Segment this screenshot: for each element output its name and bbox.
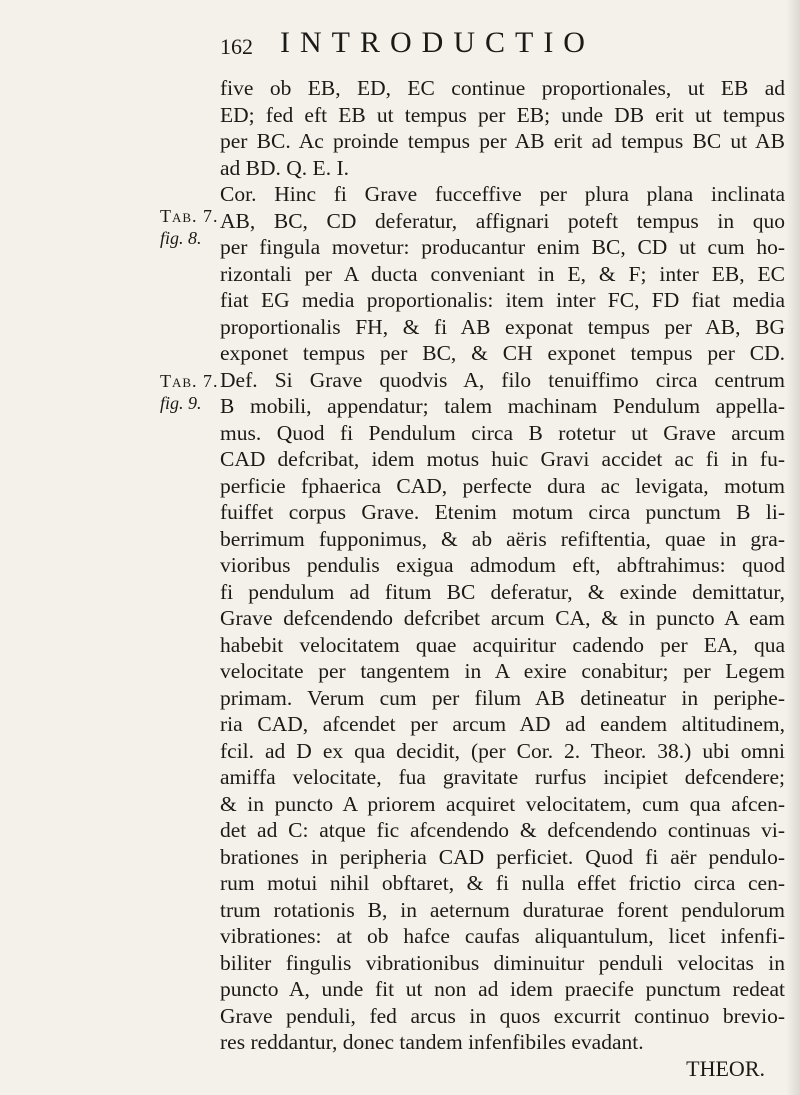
text-line: five ob EB, ED, EC continue proportionales, ut EB ad [220, 76, 785, 100]
text-line: fuiffet corpus Grave. Etenim motum circa punctum B li- [220, 500, 785, 524]
text-line: biliter fingulis vibrationibus diminuitur penduli velocitas in [220, 950, 785, 975]
page-number: 162 [220, 34, 253, 59]
margin-note-tab: Tab. 7. [160, 206, 219, 226]
text-line: AB, BC, CD deferatur, affignari poteft tempus in quo [220, 208, 785, 233]
text-line: fi pendulum ad fitum BC deferatur, & exinde demittatur, [220, 579, 785, 604]
text-line: mus. Quod fi Pendulum circa B rotetur ut Grave arcum [220, 420, 785, 445]
text-line: per BC. Ac proinde tempus per AB erit ad tempus BC ut AB [220, 129, 785, 153]
margin-note-tab-7-fig-8 [160, 205, 219, 249]
text-line: rizontali per A ducta conveniant in E, & F; inter EB, EC [220, 261, 785, 286]
text-line: rum motui nihil obftaret, & fi nulla effet frictio circa cen- [220, 871, 785, 895]
text-line: exponet tempus per BC, & CH exponet tempus per CD. [220, 341, 785, 365]
catchword: THEOR. [686, 1055, 765, 1081]
text-line: brationes in peripheria CAD perficiet. Quod fi aër pendulo- [220, 844, 785, 869]
text-line: amiffa velocitate, fua gravitate rurfus incipiet defcendere; [220, 765, 785, 789]
text-line: velocitate per tangentem in A exire conabitur; per Legem [220, 659, 785, 683]
text-line: berrimum fupponimus, & ab aëris refiftentia, quae in gra- [220, 526, 785, 551]
margin-note-fig: fig. 8. [160, 228, 202, 248]
text-line: per fingula movetur: producantur enim BC, CD ut cum ho- [220, 235, 785, 259]
text-line: perficie fphaerica CAD, perfecte dura ac levigata, motum [220, 473, 785, 498]
text-line: Grave penduli, fed arcus in quos excurrit continuo brevio- [220, 1003, 785, 1028]
text-line: CAD defcribat, idem motus huic Gravi accidet ac fi in fu- [220, 447, 785, 471]
text-line: det ad C: atque fic afcendendo & defcendendo continuas vi- [220, 818, 785, 842]
text-line: vibrationes: at ob hafce caufas aliquantulum, licet infenfi- [220, 924, 785, 948]
text-line: res reddantur, donec tandem infenfibiles evadant. [220, 1030, 644, 1054]
text-line: ria CAD, afcendet per arcum AD ad eandem altitudinem, [220, 712, 785, 736]
text-line: fiat EG media proportionalis: item inter FC, FD fiat media [220, 288, 785, 312]
text-line: vioribus pendulis exigua admodum eft, abftrahimus: quod [220, 553, 785, 577]
text-line: ED; fed eft EB ut tempus per EB; unde DB erit ut tempus [220, 102, 785, 127]
margin-note-tab: Tab. 7. [160, 371, 219, 391]
text-line: proportionalis FH, & fi AB exponat tempus per AB, BG [220, 314, 785, 339]
text-line: ad BD. Q. E. I. [220, 155, 349, 180]
page-header [220, 26, 780, 66]
margin-notes [0, 0, 220, 1095]
text-line: trum rotationis B, in aeternum duraturae forent pendulorum [220, 897, 785, 922]
text-line: B mobili, appendatur; talem machinam Pendulum appella- [220, 394, 785, 418]
text-line: fcil. ad D ex qua decidit, (per Cor. 2. Theor. 38.) ubi omni [220, 738, 785, 763]
text-line: Def. Si Grave quodvis A, filo tenuiffimo circa centrum [220, 367, 785, 392]
text-line: puncto A, unde fit ut non ad idem praecife punctum redeat [220, 977, 785, 1001]
text-line: Grave defcendendo defcribet arcum CA, & in puncto A eam [220, 606, 785, 630]
text-line: Cor. Hinc fi Grave fucceffive per plura plana inclinata [220, 182, 785, 206]
text-line: & in puncto A priorem acquiret velocitatem, cum qua afcen- [220, 791, 785, 816]
text-line: primam. Verum cum per filum AB detineatur in periphe- [220, 685, 785, 710]
text-line: habebit velocitatem quae acquiritur cadendo per EA, qua [220, 632, 785, 657]
running-head: INTRODUCTIO [280, 26, 595, 59]
margin-note-tab-7-fig-9 [160, 370, 219, 414]
body-text [220, 75, 785, 1082]
margin-note-fig: fig. 9. [160, 393, 202, 413]
page-edge-shadow [786, 0, 800, 1095]
